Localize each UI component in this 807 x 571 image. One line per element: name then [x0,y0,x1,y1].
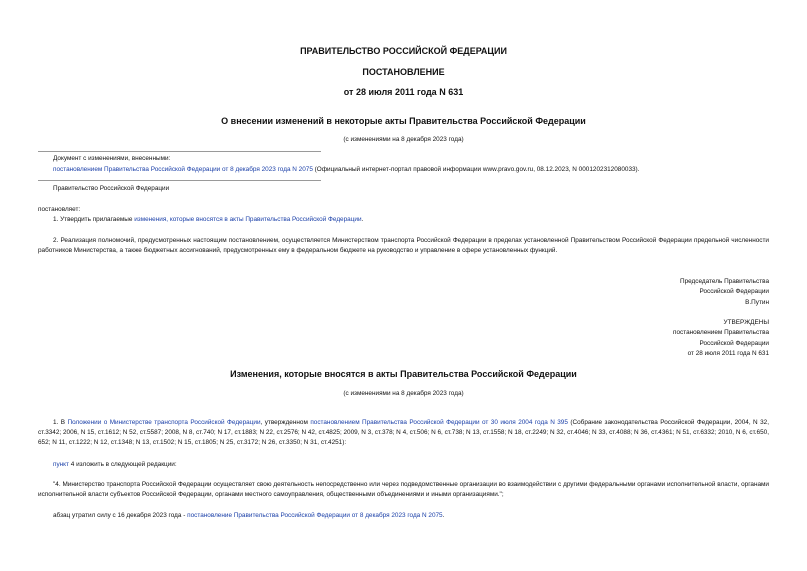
annex-paragraph-2 [53,460,177,470]
annex-p1-prefix: 1. В [53,419,68,426]
annex-p1-mid: , утвержденном [260,419,311,426]
resolution-395-link[interactable]: постановлением Правительства Российской Федерации от 30 июля 2004 года N 395 [310,419,568,426]
issuer-text: Правительство Российской Федерации [53,185,170,192]
approval-line-4: от 28 июля 2011 года N 631 [687,349,769,357]
changes-box-bottom-rule [38,180,321,181]
annex-title: Изменения, которые вносятся в акты Правительства Российской Федерации [230,369,577,379]
annex-paragraph-3: "4. Министерство транспорта Российской Федерации осуществляет свою деятельность непосредственно или через подведомственные организации во взаимодействии с другими федеральными органами исполнительной власти, органами исполнительной власти субъектов Российской Федерации, органами местного самоуправления, общественными объединениями и иными организациями."; [38,481,769,499]
annex-paragraph-4 [53,511,773,521]
annex-p1-tail: (Собрание законодательства Российской Федерации, 2004, N 32, ст.3342; 2006, N 15, ст.1612; N 52, ст.5587; 2008, N 8, ст.740; N 17, ст.1883; N 22, ст.2576; N 42, ст.4825; 2009, N 3, ст.378; N 4, ст.506; N 6, ст.738; N 13, ст.1558; N 18, ст.2249; N 32, ст.4046; N 33, ст.4088; N 36, ст.4361; N 51, ст.6332; 2010, N 6, ст.650, 652; N 11, ст.1222; N 12, ст.1348; N 13, ст.1502; N 15, ст.1805; N 25, ст.3172; N 26, ст.3350; N 31, ст.4251): [38,419,769,447]
annex-p4-suffix: . [442,512,445,519]
signature-line-1: Председатель Правительства [680,278,769,285]
annex-revision-note: (с изменениями на 8 декабря 2023 года) [343,390,464,397]
changes-link[interactable]: изменения, которые вносятся в акты Правительства Российской Федерации [134,216,362,223]
item-1-prefix: 1. Утвердить прилагаемые [53,216,135,223]
changes-box-source: (Официальный интернет-портал правовой информации www.pravo.gov.ru, 08.12.2023, N 0001202312080033). [312,166,640,173]
item-1-suffix: . [361,216,364,223]
signature-line-2: Российской Федерации [699,288,769,296]
annex-p4-prefix: абзац утратил силу с 16 декабря 2023 года - [53,512,188,519]
document-title: О внесении изменений в некоторые акты Правительства Российской Федерации [221,116,586,126]
item-1 [53,215,773,225]
item-2: 2. Реализация полномочий, предусмотренных настоящим постановлением, осуществляется Министерством транспорта Российской Федерации в пределах установленной Правительством Российской Федерации предельной численности работников Министерства, а также бюджетных ассигнований, предусмотренных ему в федеральном бюджете на руководство и управление в сфере установленных функций. [38,237,769,255]
amending-resolution-link[interactable]: постановлением Правительства Российской Федерации от 8 декабря 2023 года N 2075 [53,166,313,173]
document-type-heading: ПОСТАНОВЛЕНИЕ [362,67,445,77]
resolution-2075-link[interactable]: постановление Правительства Российской Федерации от 8 декабря 2023 года N 2075 [187,512,443,519]
annex-p2-text: 4 изложить в следующей редакции: [68,461,177,468]
changes-box-label: Документ с изменениями, внесенными: [53,155,171,162]
resolves-text: постановляет: [38,206,81,213]
changes-box-top-rule [38,151,321,152]
government-heading: ПРАВИТЕЛЬСТВО РОССИЙСКОЙ ФЕДЕРАЦИИ [300,46,507,56]
document-date-number: от 28 июля 2011 года N 631 [343,87,464,97]
approval-line-1: УТВЕРЖДЕНЫ [723,319,769,326]
signature-name: В.Путин [745,298,769,306]
approval-line-3: Российской Федерации [699,339,769,347]
ministry-regulation-link[interactable]: Положении о Министерстве транспорта Российской Федерации [67,419,261,426]
approval-block [673,318,769,359]
signature-block [680,277,769,308]
annex-paragraph-1 [38,418,769,449]
revision-note: (с изменениями на 8 декабря 2023 года) [343,136,464,143]
clause-link[interactable]: пункт [53,461,69,468]
approval-line-2: постановлением Правительства [673,329,769,337]
changes-box-text [53,165,793,175]
